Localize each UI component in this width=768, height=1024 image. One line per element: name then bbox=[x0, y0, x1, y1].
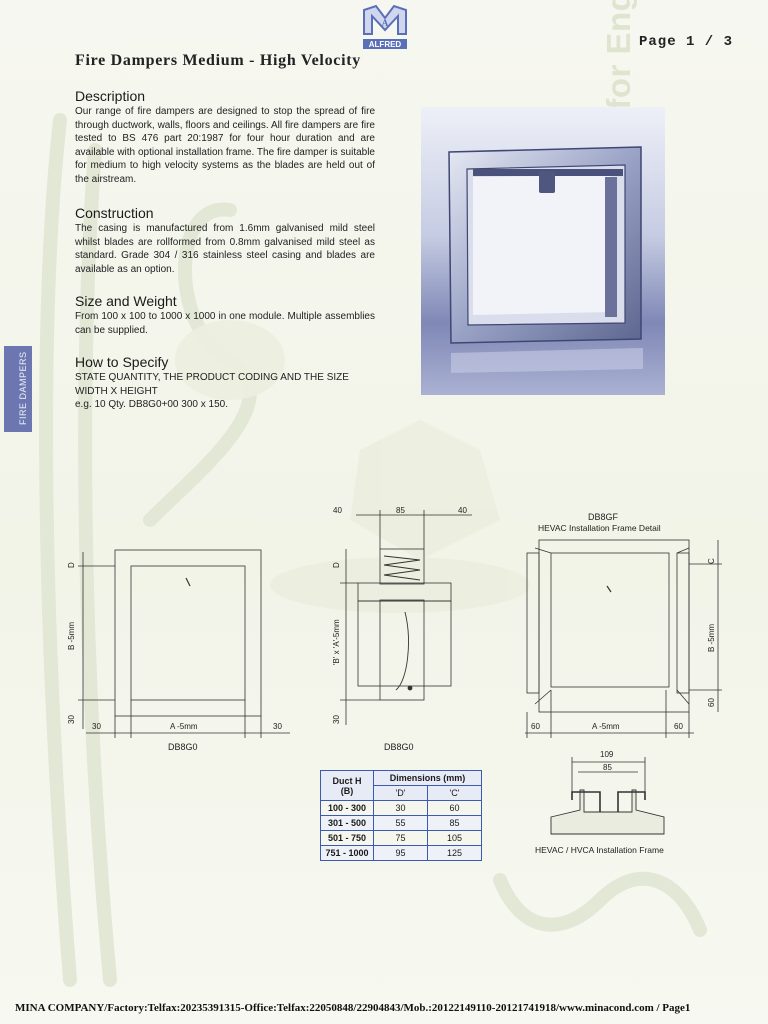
side-dim-40-left: 40 bbox=[333, 506, 342, 515]
svg-text:A: A bbox=[381, 18, 389, 28]
dim-c-value: 105 bbox=[428, 831, 482, 846]
page-title: Fire Dampers Medium - High Velocity bbox=[75, 52, 361, 69]
side-tab-label: FIRE DAMPERS bbox=[18, 351, 28, 425]
dim-c-value: 60 bbox=[428, 801, 482, 816]
dim-d-value: 30 bbox=[374, 801, 428, 816]
frame-dim-c: C bbox=[707, 558, 716, 564]
side-dim-85: 85 bbox=[396, 506, 405, 515]
section-dim-85: 85 bbox=[603, 763, 612, 772]
side-view-caption: DB8G0 bbox=[384, 742, 414, 752]
dim-d-value: 75 bbox=[374, 831, 428, 846]
table-row bbox=[321, 801, 482, 816]
how-to-specify-line1: STATE QUANTITY, THE PRODUCT CODING AND THE SIZE bbox=[75, 372, 349, 383]
frame-dim-width: A -5mm bbox=[592, 722, 620, 731]
duct-range: 501 - 750 bbox=[321, 831, 374, 846]
front-view-outer bbox=[115, 550, 261, 716]
page-footer: MINA COMPANY/Factory:Telfax:20235391315-Office:Telfax:22050848/22904843/Mob.:20122149110-20121741918/www.minacond.com / Page1 bbox=[15, 1002, 691, 1014]
front-dim-height: B -5mm bbox=[67, 622, 76, 650]
watermark-text: for bbox=[600, 64, 637, 110]
construction-body: The casing is manufactured from 1.6mm galvanised mild steel whilst blades are rollformed from 0.8mm galvanised mild steel as standard. Grade 304 / 316 stainless steel casing and blades are available as an option. bbox=[75, 223, 375, 275]
front-dim-width: A -5mm bbox=[170, 722, 198, 731]
duct-range: 301 - 500 bbox=[321, 816, 374, 831]
dim-c-value: 85 bbox=[428, 816, 482, 831]
side-dim-40-right: 40 bbox=[458, 506, 467, 515]
how-to-specify-line3: e.g. 10 Qty. DB8G0+00 300 x 150. bbox=[75, 399, 228, 411]
col-c-header: 'C' bbox=[428, 786, 482, 801]
duct-header-line1: Duct H bbox=[332, 775, 362, 786]
dim-d-value: 55 bbox=[374, 816, 428, 831]
side-dim-d: D bbox=[332, 562, 341, 568]
logo-text: ALFRED bbox=[368, 40, 402, 49]
size-weight-heading: Size and Weight bbox=[75, 293, 177, 309]
frame-subtitle: HEVAC Installation Frame Detail bbox=[538, 523, 661, 533]
dim-c-value: 125 bbox=[428, 846, 482, 861]
frame-dim-60-right: 60 bbox=[707, 698, 716, 707]
table-row bbox=[321, 846, 482, 861]
dimensions-table bbox=[320, 770, 482, 861]
description-body: Our range of fire dampers are designed to stop the spread of fire through ductwork, walls, floors and ceilings. All fire dampers are fire tested to BS 476 part 20:1987 for four hour duration and are available with optional installation frame. The fire damper is suitable for medium to high velocity systems as the blades are held out of the airstream. bbox=[75, 106, 375, 185]
dimensions-header: Dimensions (mm) bbox=[374, 771, 482, 786]
front-view-caption: DB8G0 bbox=[168, 742, 198, 752]
how-to-specify-line2: WIDTH X HEIGHT bbox=[75, 385, 158, 397]
duct-header-line2: (B) bbox=[340, 785, 354, 796]
dim-d-value: 95 bbox=[374, 846, 428, 861]
frame-dim-60-left: 60 bbox=[531, 722, 540, 731]
front-dim-d: D bbox=[67, 562, 76, 568]
page-number: Page 1 / 3 bbox=[639, 34, 734, 50]
table-row bbox=[321, 816, 482, 831]
section-dim-109: 109 bbox=[600, 750, 614, 759]
side-dim-height: 'B' x 'A'-5mm bbox=[332, 619, 341, 665]
front-view-inner bbox=[131, 566, 245, 700]
duct-header bbox=[321, 771, 374, 801]
frame-title: DB8GF bbox=[588, 512, 619, 522]
duct-range: 751 - 1000 bbox=[321, 846, 374, 861]
description-heading: Description bbox=[75, 88, 146, 104]
front-dim-30-bottom: 30 bbox=[67, 715, 76, 724]
section-caption: HEVAC / HVCA Installation Frame bbox=[535, 845, 664, 855]
frame-dim-height: B -5mm bbox=[707, 624, 716, 652]
col-d-header: 'D' bbox=[374, 786, 428, 801]
frame-dim-60-bottom-right: 60 bbox=[674, 722, 683, 731]
how-to-specify-heading: How to Specify bbox=[75, 354, 169, 370]
front-dim-30-right: 30 bbox=[273, 722, 282, 731]
front-dim-30-left: 30 bbox=[92, 722, 101, 731]
duct-range: 100 - 300 bbox=[321, 801, 374, 816]
side-dim-30: 30 bbox=[332, 715, 341, 724]
construction-heading: Construction bbox=[75, 205, 154, 221]
table-row bbox=[321, 831, 482, 846]
size-weight-body: From 100 x 100 to 1000 x 1000 in one module. Multiple assemblies can be supplied. bbox=[75, 311, 375, 336]
